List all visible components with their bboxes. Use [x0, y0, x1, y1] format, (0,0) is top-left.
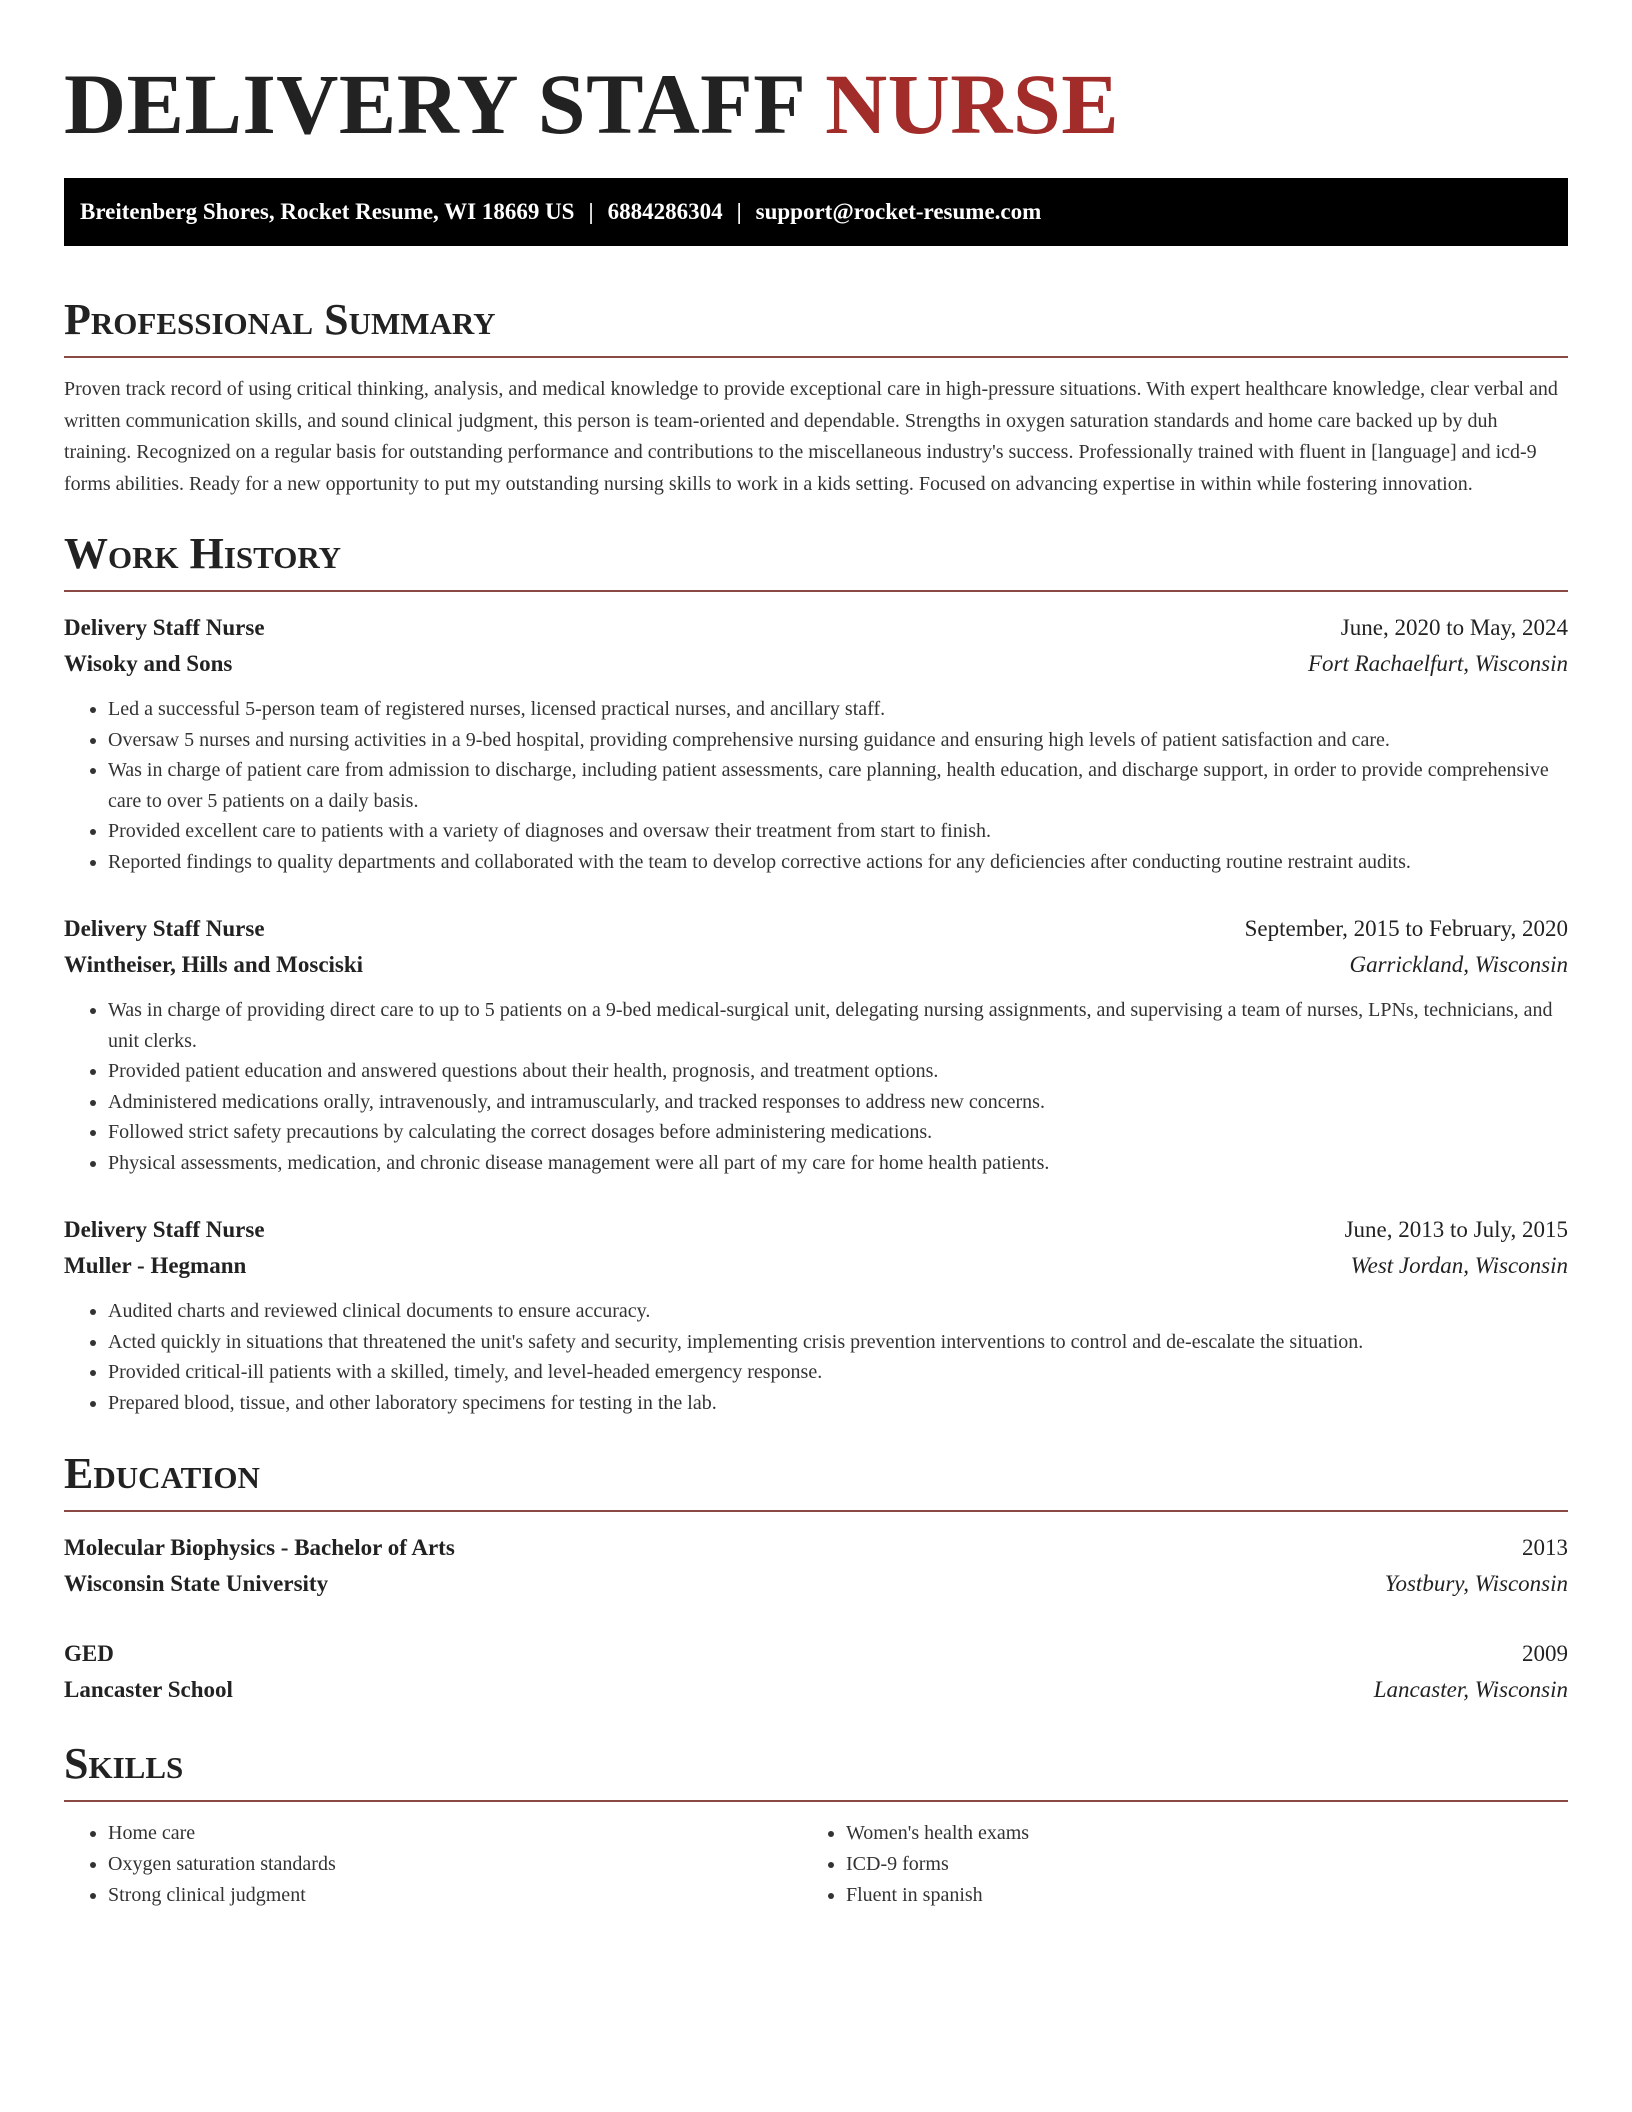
- contact-separator: |: [588, 199, 594, 224]
- skills-list: [64, 1818, 816, 1911]
- job-dates: June, 2020 to May, 2024: [1340, 615, 1568, 640]
- job-bullets: [64, 1296, 1568, 1418]
- list-item: • Reported findings to quality departments and collaborated with the team to develop corrective actions for any deficiencies after conducting routine restraint audits.: [108, 847, 1568, 878]
- list-item: • Led a successful 5-person team of registered nurses, licensed practical nurses, and ancillary staff.: [108, 694, 1568, 725]
- education-school-row: [64, 1566, 1568, 1602]
- job-header-row: [64, 610, 1568, 646]
- education-school-row: [64, 1672, 1568, 1708]
- education-degree: GED: [64, 1641, 114, 1666]
- list-item: • Was in charge of providing direct care to up to 5 patients on a 9-bed medical-surgical unit, delegating nursing assignments, and supervising a team of nurses, LPNs, technicians, and unit clerks.: [108, 995, 1568, 1056]
- skills-column-right: [816, 1818, 1568, 1911]
- job-role: Delivery Staff Nurse: [64, 615, 265, 640]
- title-main: DELIVERY STAFF: [64, 56, 804, 152]
- job-dates: September, 2015 to February, 2020: [1244, 916, 1568, 941]
- job-entry: [64, 1212, 1568, 1418]
- job-bullets: [64, 995, 1568, 1178]
- education-location: Yostbury, Wisconsin: [1384, 1571, 1568, 1596]
- list-item: • Oxygen saturation standards: [108, 1849, 816, 1880]
- education-section: [64, 1446, 1568, 1708]
- job-location: Garrickland, Wisconsin: [1349, 952, 1568, 977]
- title-accent: NURSE: [825, 56, 1120, 152]
- list-item: • Provided patient education and answered questions about their health, prognosis, and treatment options.: [108, 1056, 1568, 1087]
- education-heading: Education: [64, 1446, 1568, 1512]
- list-item: • Provided excellent care to patients with a variety of diagnoses and oversaw their treatment from start to finish.: [108, 816, 1568, 847]
- skills-heading: Skills: [64, 1736, 1568, 1802]
- job-company: Wintheiser, Hills and Mosciski: [64, 952, 364, 977]
- education-header-row: [64, 1530, 1568, 1566]
- skills-list: [816, 1818, 1568, 1911]
- contact-phone: 6884286304: [607, 199, 723, 224]
- summary-text: Proven track record of using critical thinking, analysis, and medical knowledge to provide exceptional care in high-pressure situations. With expert healthcare knowledge, clear verbal and written communication skills, and sound clinical judgment, this person is team-oriented and dependable. Strengths in oxygen saturation standards and home care backed up by duh training. Recognized on a regular basis for outstanding performance and contributions to the miscellaneous industry's success. Professionally trained with fluent in [language] and icd-9 forms abilities. Ready for a new opportunity to put my outstanding nursing skills to work in a kids setting. Focused on advancing expertise in within while fostering innovation.: [64, 378, 1558, 495]
- list-item: • Women's health exams: [846, 1818, 1568, 1849]
- job-company-row: [64, 947, 1568, 983]
- list-item: • Followed strict safety precautions by calculating the correct dosages before administering medications.: [108, 1117, 1568, 1148]
- list-item: • Provided critical-ill patients with a skilled, timely, and level-headed emergency response.: [108, 1357, 1568, 1388]
- job-header-row: [64, 1212, 1568, 1248]
- job-dates: June, 2013 to July, 2015: [1344, 1217, 1568, 1242]
- education-year: 2013: [1522, 1535, 1568, 1560]
- job-company: Wisoky and Sons: [64, 651, 233, 676]
- contact-separator: |: [736, 199, 742, 224]
- contact-email: support@rocket-resume.com: [755, 199, 1042, 224]
- education-location: Lancaster, Wisconsin: [1373, 1677, 1568, 1702]
- list-item: • Home care: [108, 1818, 816, 1849]
- skills-column-left: [64, 1818, 816, 1911]
- job-header-row: [64, 911, 1568, 947]
- job-company-row: [64, 646, 1568, 682]
- list-item: • Fluent in spanish: [846, 1880, 1568, 1911]
- job-role: Delivery Staff Nurse: [64, 916, 265, 941]
- job-entry: [64, 610, 1568, 877]
- list-item: • Prepared blood, tissue, and other laboratory specimens for testing in the lab.: [108, 1388, 1568, 1419]
- education-school: Wisconsin State University: [64, 1571, 329, 1596]
- job-location: West Jordan, Wisconsin: [1350, 1253, 1568, 1278]
- education-header-row: [64, 1636, 1568, 1672]
- education-year: 2009: [1522, 1641, 1568, 1666]
- list-item: • Physical assessments, medication, and chronic disease management were all part of my care for home health patients.: [108, 1148, 1568, 1179]
- work-history-heading: Work History: [64, 526, 1568, 592]
- list-item: • Acted quickly in situations that threatened the unit's safety and security, implementing crisis prevention interventions to control and de-escalate the situation.: [108, 1327, 1568, 1358]
- skills-section: [64, 1736, 1568, 1911]
- job-company-row: [64, 1248, 1568, 1284]
- job-entry: [64, 911, 1568, 1178]
- education-degree: Molecular Biophysics - Bachelor of Arts: [64, 1535, 455, 1560]
- education-school: Lancaster School: [64, 1677, 233, 1702]
- list-item: • Administered medications orally, intravenously, and intramuscularly, and tracked responses to address new concerns.: [108, 1087, 1568, 1118]
- job-role: Delivery Staff Nurse: [64, 1217, 265, 1242]
- list-item: • Audited charts and reviewed clinical documents to ensure accuracy.: [108, 1296, 1568, 1327]
- work-history-section: [64, 526, 1568, 1418]
- summary-heading: Professional Summary: [64, 292, 1568, 358]
- resume-title: [64, 0, 1568, 156]
- education-entry: [64, 1530, 1568, 1602]
- job-location: Fort Rachaelfurt, Wisconsin: [1307, 651, 1568, 676]
- job-bullets: [64, 694, 1568, 877]
- job-company: Muller - Hegmann: [64, 1253, 247, 1278]
- summary-section: [64, 292, 1568, 500]
- contact-address: Breitenberg Shores, Rocket Resume, WI 18669 US: [80, 199, 575, 224]
- education-entry: [64, 1636, 1568, 1708]
- list-item: • ICD-9 forms: [846, 1849, 1568, 1880]
- list-item: • Was in charge of patient care from admission to discharge, including patient assessments, care planning, health education, and discharge support, in order to provide comprehensive care to over 5 patients on a daily basis.: [108, 755, 1568, 816]
- contact-bar: [64, 178, 1568, 246]
- skills-grid: [64, 1818, 1568, 1911]
- list-item: • Strong clinical judgment: [108, 1880, 816, 1911]
- list-item: • Oversaw 5 nurses and nursing activities in a 9-bed hospital, providing comprehensive nursing guidance and ensuring high levels of patient satisfaction and care.: [108, 725, 1568, 756]
